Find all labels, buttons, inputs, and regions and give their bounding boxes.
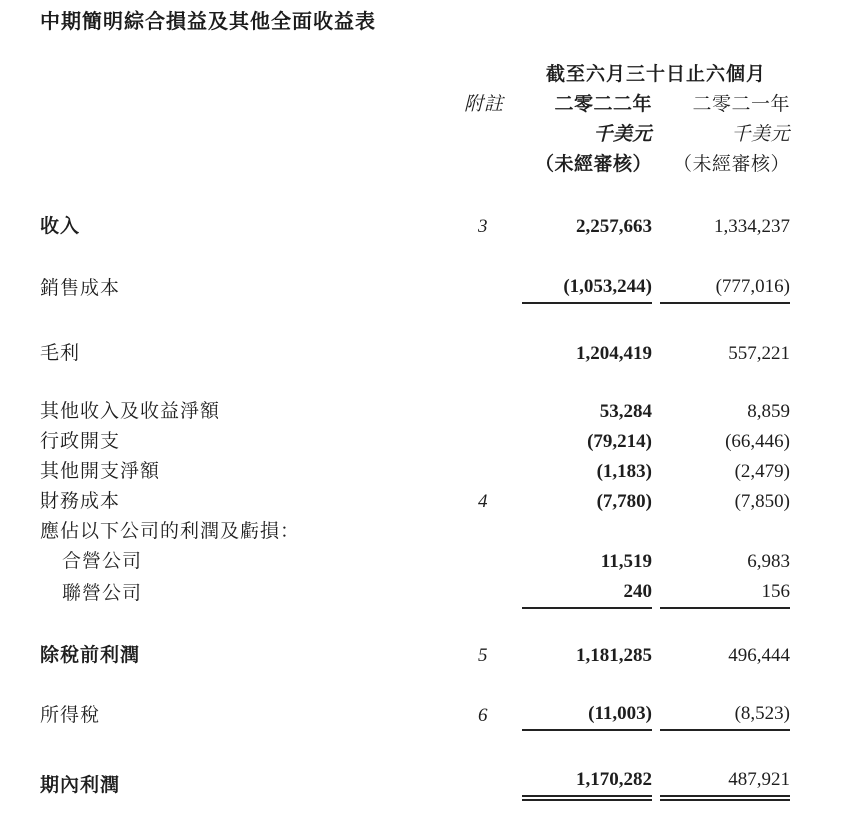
page-title: 中期簡明綜合損益及其他全面收益表: [40, 11, 376, 33]
value-2022: (1,183): [596, 461, 652, 482]
audit-2022-header: （未經審核）: [534, 154, 652, 175]
value-2022: 53,284: [599, 401, 652, 422]
row-label: 聯營公司: [62, 583, 143, 604]
value-2021: 6,983: [747, 551, 790, 572]
value-2021: (7,850): [734, 491, 790, 512]
table-row-admin-expenses: [40, 427, 790, 457]
table-row-associates: [40, 577, 790, 609]
value-2022: 11,519: [600, 551, 652, 572]
value-2022: 240: [522, 577, 652, 609]
unit-2021-header: 千美元: [731, 124, 790, 145]
row-label: 毛利: [40, 343, 81, 364]
table-row-profit-for-period: [40, 765, 790, 801]
table-row-share-of-profits-heading: [40, 517, 790, 547]
table-row-finance-costs: [40, 487, 790, 517]
value-2021: (777,016): [660, 272, 790, 304]
row-label: 其他收入及收益淨額: [40, 401, 221, 422]
row-label: 收入: [40, 216, 81, 237]
value-2022: 1,204,419: [576, 343, 652, 364]
value-2021: 487,921: [660, 765, 790, 801]
value-2022: 1,170,282: [522, 765, 652, 801]
header-unit-row: [40, 120, 790, 150]
value-2021: 496,444: [728, 645, 790, 666]
year-2022-header: 二零二二年: [554, 94, 652, 115]
row-label: 銷售成本: [40, 278, 121, 299]
row-label: 合營公司: [62, 551, 143, 572]
table-row-revenue: [40, 212, 790, 242]
header-audit-row: [40, 150, 790, 180]
year-2021-header: 二零二一年: [692, 94, 790, 115]
row-label: 應佔以下公司的利潤及虧損：: [40, 521, 301, 542]
row-note: 3: [478, 216, 488, 237]
value-2021: 8,859: [747, 401, 790, 422]
row-label: 財務成本: [40, 491, 121, 512]
table-row-income-tax: [40, 699, 790, 731]
value-2022: (79,214): [587, 431, 652, 452]
table-row-joint-ventures: [40, 547, 790, 577]
value-2021: (66,446): [725, 431, 790, 452]
table-row-gross-profit: [40, 339, 790, 369]
row-label: 除稅前利潤: [40, 645, 141, 666]
row-label: 行政開支: [40, 431, 121, 452]
value-2021: 1,334,237: [714, 216, 790, 237]
row-label: 期內利潤: [40, 775, 121, 796]
table-row-profit-before-tax: [40, 641, 790, 671]
value-2022: 2,257,663: [576, 216, 652, 237]
value-2021: (8,523): [660, 699, 790, 731]
value-2022: (1,053,244): [522, 272, 652, 304]
note-column-header: 附註: [464, 94, 505, 115]
header-period-row: [40, 60, 790, 90]
table-row-other-expenses: [40, 457, 790, 487]
row-note: 4: [478, 491, 488, 512]
unit-2022-header: 千美元: [593, 124, 652, 145]
row-note: 5: [478, 645, 488, 666]
value-2021: 156: [660, 577, 790, 609]
audit-2021-header: （未經審核）: [672, 154, 790, 175]
value-2022: (11,003): [522, 699, 652, 731]
row-label: 所得稅: [40, 705, 101, 726]
row-label: 其他開支淨額: [40, 461, 161, 482]
table-row-cost-of-sales: [40, 272, 790, 304]
value-2021: 557,221: [728, 343, 790, 364]
period-header: 截至六月三十日止六個月: [545, 64, 766, 85]
value-2021: (2,479): [734, 461, 790, 482]
row-note: 6: [478, 705, 488, 726]
value-2022: (7,780): [596, 491, 652, 512]
value-2022: 1,181,285: [576, 645, 652, 666]
table-row-other-income: [40, 397, 790, 427]
header-year-row: [40, 90, 790, 120]
